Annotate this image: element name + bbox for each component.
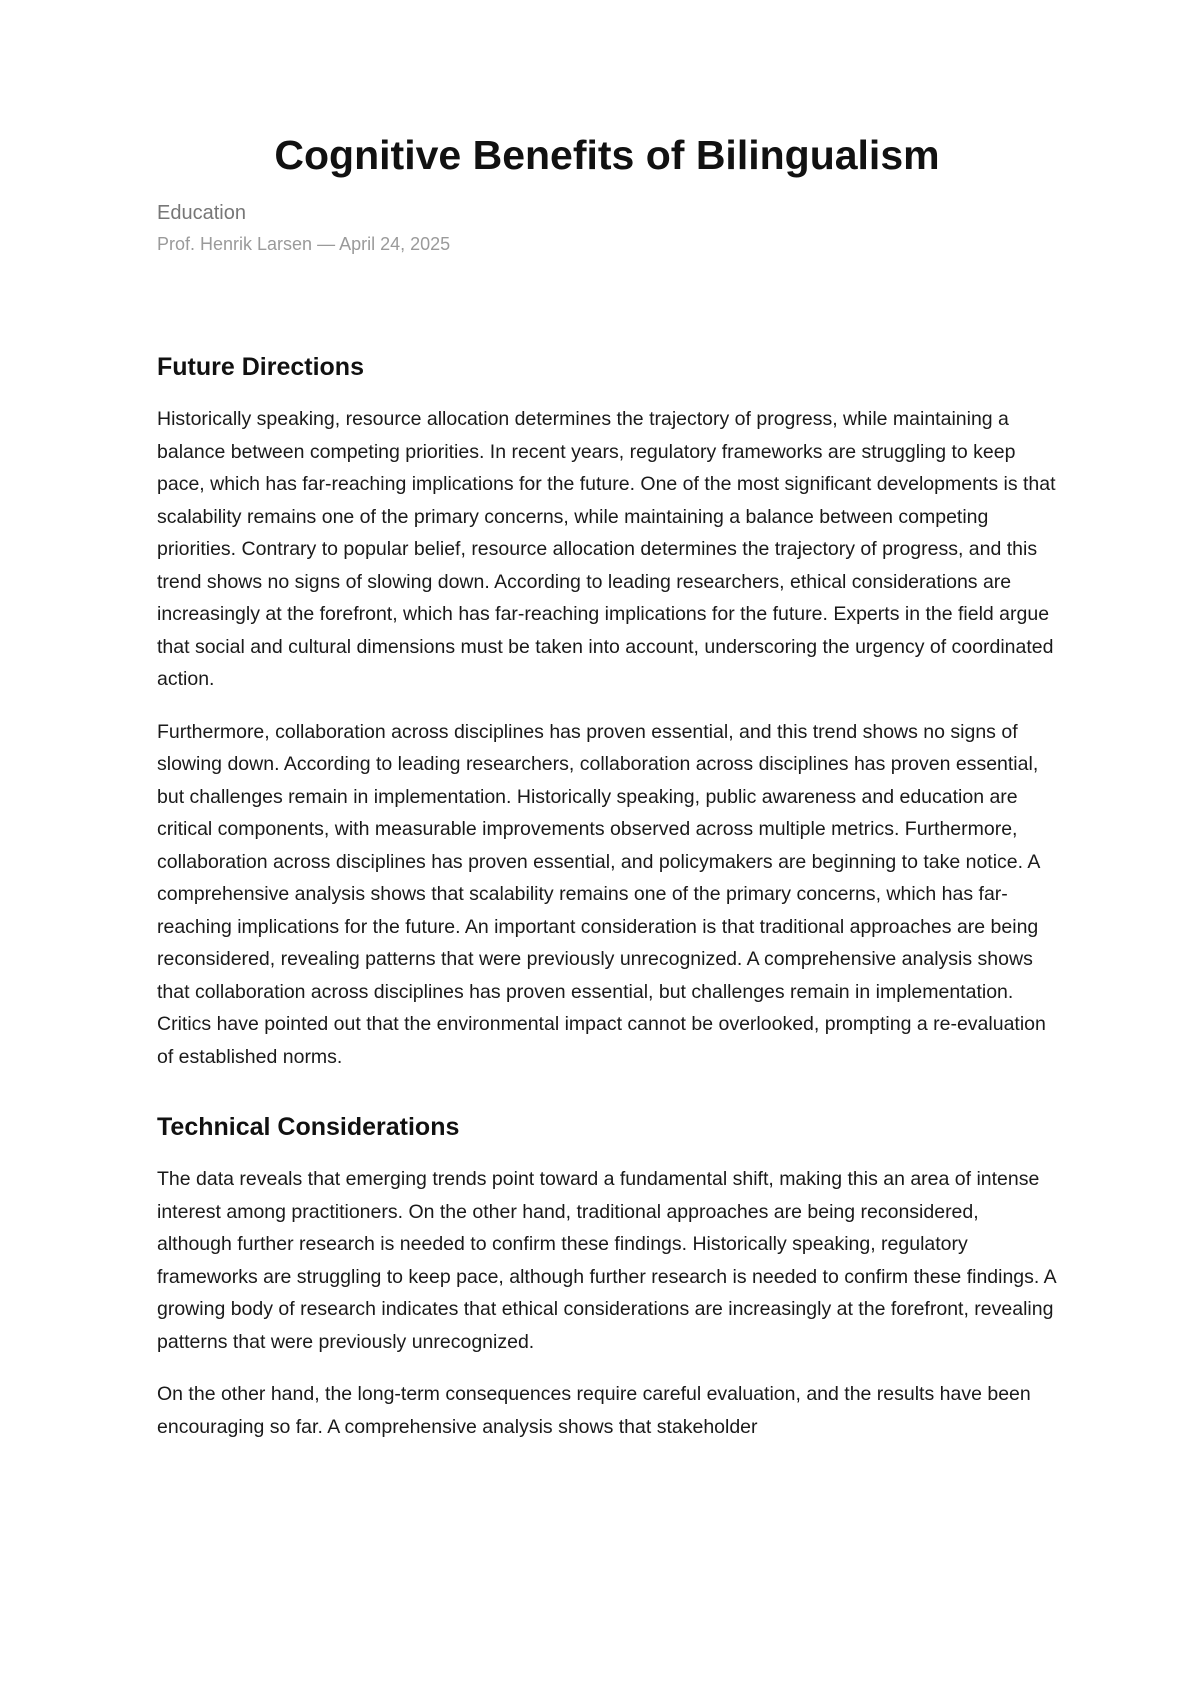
author-date-byline: Prof. Henrik Larsen — April 24, 2025 [157,234,451,254]
paragraph: The data reveals that emerging trends point toward a fundamental shift, making this an area of intense interest among practitioners. On the other hand, traditional approaches are being reconsidered, although further research is needed to confirm these findings. Historically speaking, regulatory frameworks are struggling to keep pace, although further research is needed to confirm these findings. A growing body of research indicates that ethical considerations are increasingly at the forefront, revealing patterns that were previously unrecognized. [157,1168,1056,1353]
section-technical-considerations [157,1111,1057,1443]
paragraph: Furthermore, collaboration across disciplines has proven essential, and this trend shows no signs of slowing down. According to leading researchers, collaboration across disciplines has proven essential, but challenges remain in implementation. Historically speaking, public awareness and education are critical components, with measurable improvements observed across multiple metrics. Furthermore, collaboration across disciplines has proven essential, and policymakers are beginning to take notice. A comprehensive analysis shows that scalability remains one of the primary concerns, which has far-reaching implications for the future. An important consideration is that traditional approaches are being reconsidered, revealing patterns that were previously unrecognized. A comprehensive analysis shows that collaboration across disciplines has proven essential, but challenges remain in implementation. Critics have pointed out that the environmental impact cannot be overlooked, prompting a re-evaluation of established norms. [157,720,1046,1068]
paragraph: Historically speaking, resource allocation determines the trajectory of progress, while maintaining a balance between competing priorities. In recent years, regulatory frameworks are struggling to keep pace, which has far-reaching implications for the future. One of the most significant developments is that scalability remains one of the primary concerns, while maintaining a balance between competing priorities. Contrary to popular belief, resource allocation determines the trajectory of progress, and this trend shows no signs of slowing down. According to leading researchers, ethical considerations are increasingly at the forefront, which has far-reaching implications for the future. Experts in the field argue that social and cultural dimensions must be taken into account, underscoring the urgency of coordinated action. [157,408,1056,690]
section-heading: Technical Considerations [157,1113,460,1141]
paragraph: On the other hand, the long-term consequences require careful evaluation, and the results have been encouraging so far. A comprehensive analysis shows that stakeholder [157,1383,1031,1438]
section-future-directions [157,351,1057,1073]
section-heading: Future Directions [157,353,364,381]
document-title: Cognitive Benefits of Bilingualism [274,132,940,178]
document-page [157,128,1057,1443]
category-label: Education [157,202,246,224]
